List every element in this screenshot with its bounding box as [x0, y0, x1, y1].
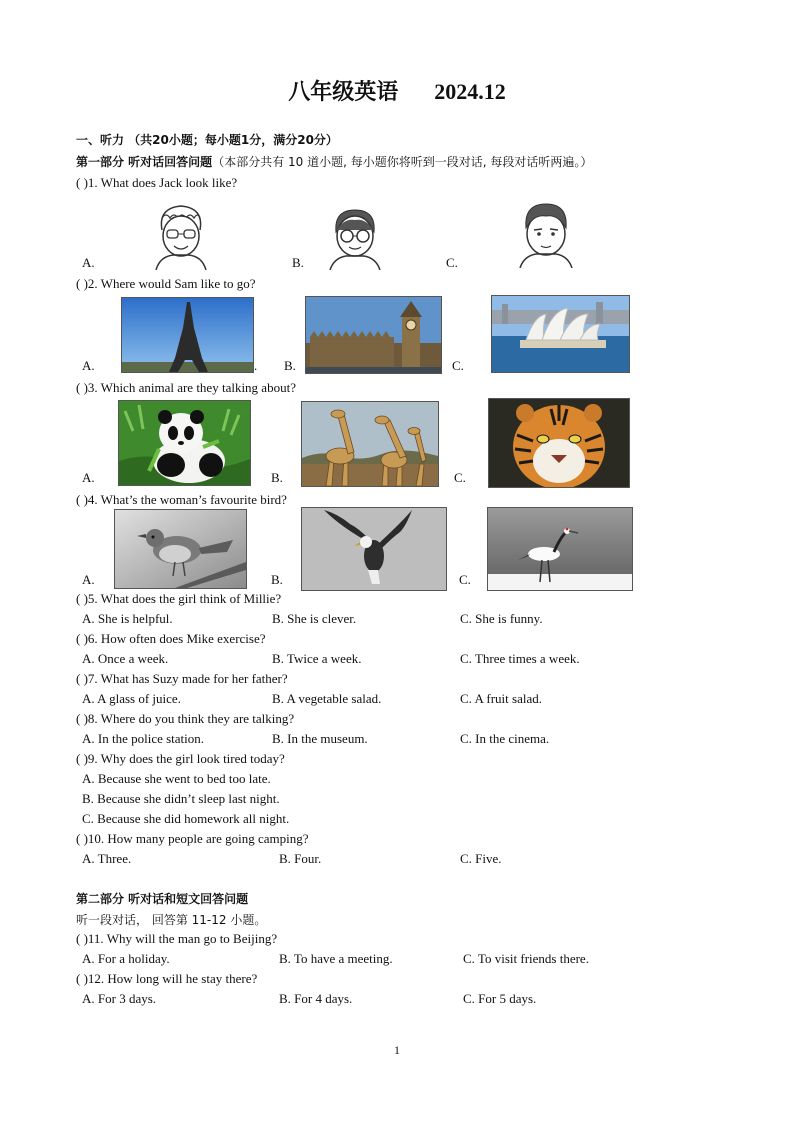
question-9: ( )9. Why does the girl look tired today? [76, 751, 285, 766]
crane-icon [487, 507, 633, 591]
q8-option-a: A. In the police station. [82, 731, 205, 746]
part1-note: （本部分共有 10 道小题, 每小题你将听到一段对话, 每段对话听两遍。） [212, 155, 593, 169]
q2-option-a: A. [82, 358, 95, 373]
q10-option-c: C. Five. [460, 851, 502, 866]
boy-glasses-icon [324, 204, 386, 270]
q1-option-a: A. [82, 255, 95, 270]
question-3: ( )3. Which animal are they talking about? [76, 380, 296, 395]
q12-option-a: A. For 3 days. [82, 991, 157, 1006]
question-1: ( )1. What does Jack look like? [76, 175, 238, 190]
question-10: ( )10. How many people are going camping? [76, 831, 309, 846]
small-bird-icon [114, 509, 247, 589]
q3-option-c: C. [454, 470, 466, 485]
q1-option-c: C. [446, 255, 458, 270]
sydney-opera-house-icon [491, 295, 630, 373]
q4-option-c: C. [459, 572, 471, 587]
q9-option-a: A. Because she went to bed too late. [82, 771, 271, 786]
q1-option-b: B. [292, 255, 304, 270]
title-date: 2024.12 [434, 79, 506, 104]
part1-title: 第一部分 听对话回答问题 [76, 155, 213, 169]
question-7: ( )7. What has Suzy made for her father? [76, 671, 288, 686]
panda-icon [118, 400, 251, 486]
q5-option-a: A. She is helpful. [82, 611, 173, 626]
q2-option-c: C. [452, 358, 464, 373]
q3-option-a: A. [82, 470, 95, 485]
question-8: ( )8. Where do you think they are talking? [76, 711, 295, 726]
q6-option-c: C. Three times a week. [460, 651, 580, 666]
q10-option-a: A. Three. [82, 851, 132, 866]
q9-option-c: C. Because she did homework all night. [82, 811, 290, 826]
tiger-icon [488, 398, 630, 488]
q11-option-c: C. To visit friends there. [463, 951, 589, 966]
question-11: ( )11. Why will the man go to Beijing? [76, 931, 278, 946]
q8-option-c: C. In the cinema. [460, 731, 550, 746]
q7-option-b: B. A vegetable salad. [272, 691, 382, 706]
q8-option-b: B. In the museum. [272, 731, 368, 746]
q11-option-b: B. To have a meeting. [279, 951, 393, 966]
eagle-icon [301, 507, 447, 591]
giraffes-icon [301, 401, 439, 487]
q4-option-a: A. [82, 572, 95, 587]
q5-option-c: C. She is funny. [460, 611, 543, 626]
question-12: ( )12. How long will he stay there? [76, 971, 258, 986]
q9-option-b: B. Because she didn’t sleep last night. [82, 791, 280, 806]
q12-option-b: B. For 4 days. [279, 991, 353, 1006]
question-2: ( )2. Where would Sam like to go? [76, 276, 256, 291]
q6-option-b: B. Twice a week. [272, 651, 362, 666]
eiffel-tower-icon [121, 297, 254, 373]
question-4: ( )4. What’s the woman’s favourite bird? [76, 492, 287, 507]
q11-option-a: A. For a holiday. [82, 951, 170, 966]
boy-no-glasses-icon [514, 200, 578, 268]
section-heading: 一、听力 （共20小题；每小题1分，满分20分） [76, 133, 338, 147]
q10-option-b: B. Four. [279, 851, 322, 866]
title-text: 八年级英语 [288, 79, 399, 105]
q4-option-b: B. [271, 572, 283, 587]
part2-note: 听一段对话， 回答第 11-12 小题。 [76, 913, 267, 927]
q5-option-b: B. She is clever. [272, 611, 357, 626]
big-ben-icon [305, 296, 442, 374]
question-5: ( )5. What does the girl think of Millie? [76, 591, 282, 606]
page-title [0, 75, 794, 106]
q2-dot: . [254, 358, 258, 373]
part1-heading [76, 153, 592, 170]
q7-option-c: C. A fruit salad. [460, 691, 542, 706]
part2-title: 第二部分 听对话和短文回答问题 [76, 892, 249, 906]
q6-option-a: A. Once a week. [82, 651, 169, 666]
q12-option-c: C. For 5 days. [463, 991, 537, 1006]
boy-curly-hair-glasses-icon [148, 200, 214, 270]
q3-option-b: B. [271, 470, 283, 485]
q2-option-b: B. [284, 358, 296, 373]
q7-option-a: A. A glass of juice. [82, 691, 181, 706]
page-number: 1 [394, 1043, 400, 1057]
question-6: ( )6. How often does Mike exercise? [76, 631, 266, 646]
